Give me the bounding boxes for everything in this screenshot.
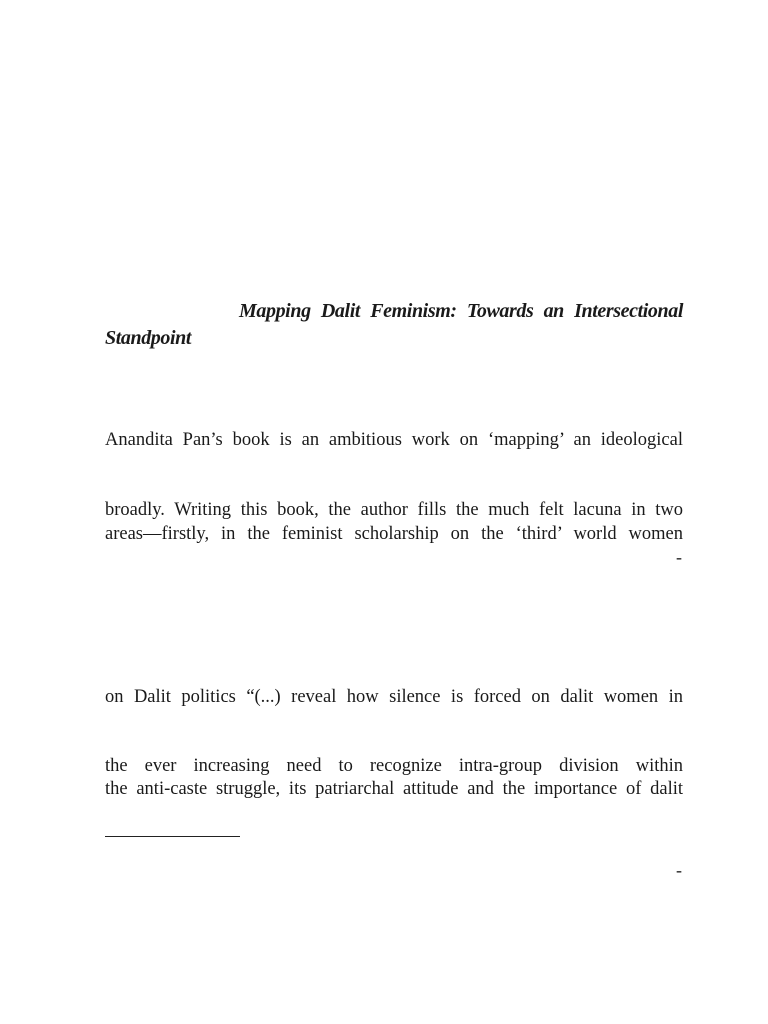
paragraph-line: Anandita Pan’s book is an ambitious work on ‘mapping’ an ideological: [105, 430, 683, 450]
line-break-dash: -: [676, 547, 682, 567]
paragraph-line: areas—firstly, in the feminist scholarship on the ‘third’ world women: [105, 524, 683, 544]
paragraph-line: on Dalit politics “(...) reveal how silence is forced on dalit women in: [105, 687, 683, 707]
book-title: Mapping Dalit Feminism: Towards an Intersectional Standpoint: [105, 300, 683, 349]
footnote-separator: [105, 836, 240, 837]
line-break-dash: -: [676, 860, 682, 880]
paragraph-line: the ever increasing need to recognize intra-group division within: [105, 756, 683, 776]
paragraph-line: broadly. Writing this book, the author fills the much felt lacuna in two: [105, 500, 683, 520]
paragraph-line: the anti-caste struggle, its patriarchal attitude and the importance of dalit: [105, 779, 683, 799]
